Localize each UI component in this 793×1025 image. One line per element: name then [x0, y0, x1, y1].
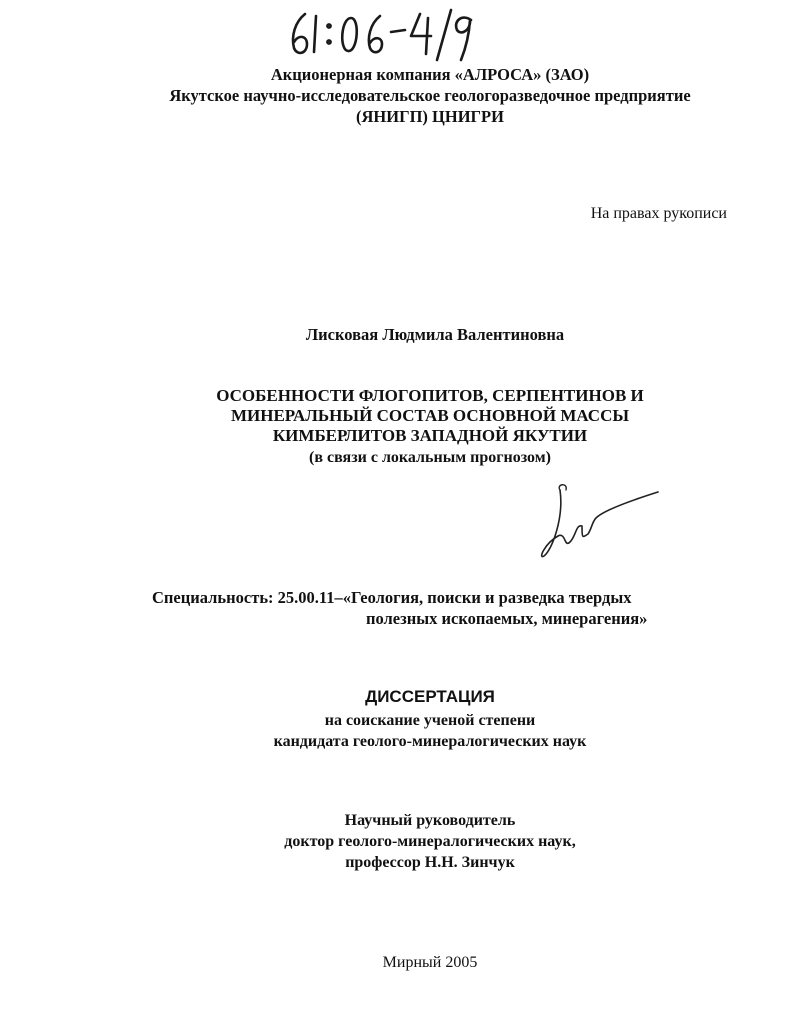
degree-info [100, 710, 760, 752]
supervisor-name: профессор Н.Н. Зинчук [345, 854, 515, 871]
org-abbreviation: (ЯНИГП) ЦНИГРИ [356, 107, 504, 126]
specialty-line-2: полезных ископаемых, минерагения» [366, 609, 648, 628]
title-line-3: КИМБЕРЛИТОВ ЗАПАДНОЙ ЯКУТИИ [272, 426, 588, 445]
degree-line-2: кандидата геолого-минералогических наук [273, 733, 587, 750]
organization-header [100, 64, 760, 127]
specialty [152, 587, 712, 629]
signature [530, 478, 670, 568]
supervisor-label: Научный руководитель [344, 812, 516, 829]
supervisor-degree: доктор геолого-минералогических наук, [284, 833, 576, 850]
org-institute: Якутское научно-исследовательское геологоразведочное предприятие [169, 86, 691, 105]
title-subtitle: (в связи с локальным прогнозом) [309, 449, 551, 466]
org-company: Акционерная компания «АЛРОСА» (ЗАО) [270, 65, 590, 84]
supervisor-block [100, 810, 760, 873]
dissertation-heading: ДИССЕРТАЦИЯ [365, 687, 495, 706]
specialty-line-1: Специальность: 25.00.11–«Геология, поиски и разведка твердых [152, 588, 632, 607]
city-year: Мирный 2005 [382, 954, 478, 971]
manuscript-rights: На правах рукописи [590, 205, 727, 222]
title-line-2: МИНЕРАЛЬНЫЙ СОСТАВ ОСНОВНОЙ МАССЫ [230, 406, 630, 425]
dissertation-title [100, 386, 760, 446]
title-line-1: ОСОБЕННОСТИ ФЛОГОПИТОВ, СЕРПЕНТИНОВ И [216, 386, 644, 405]
author-name: Лисковая Людмила Валентиновна [305, 325, 565, 344]
degree-line-1: на соискание ученой степени [324, 712, 536, 729]
handwritten-stamp [285, 6, 475, 64]
